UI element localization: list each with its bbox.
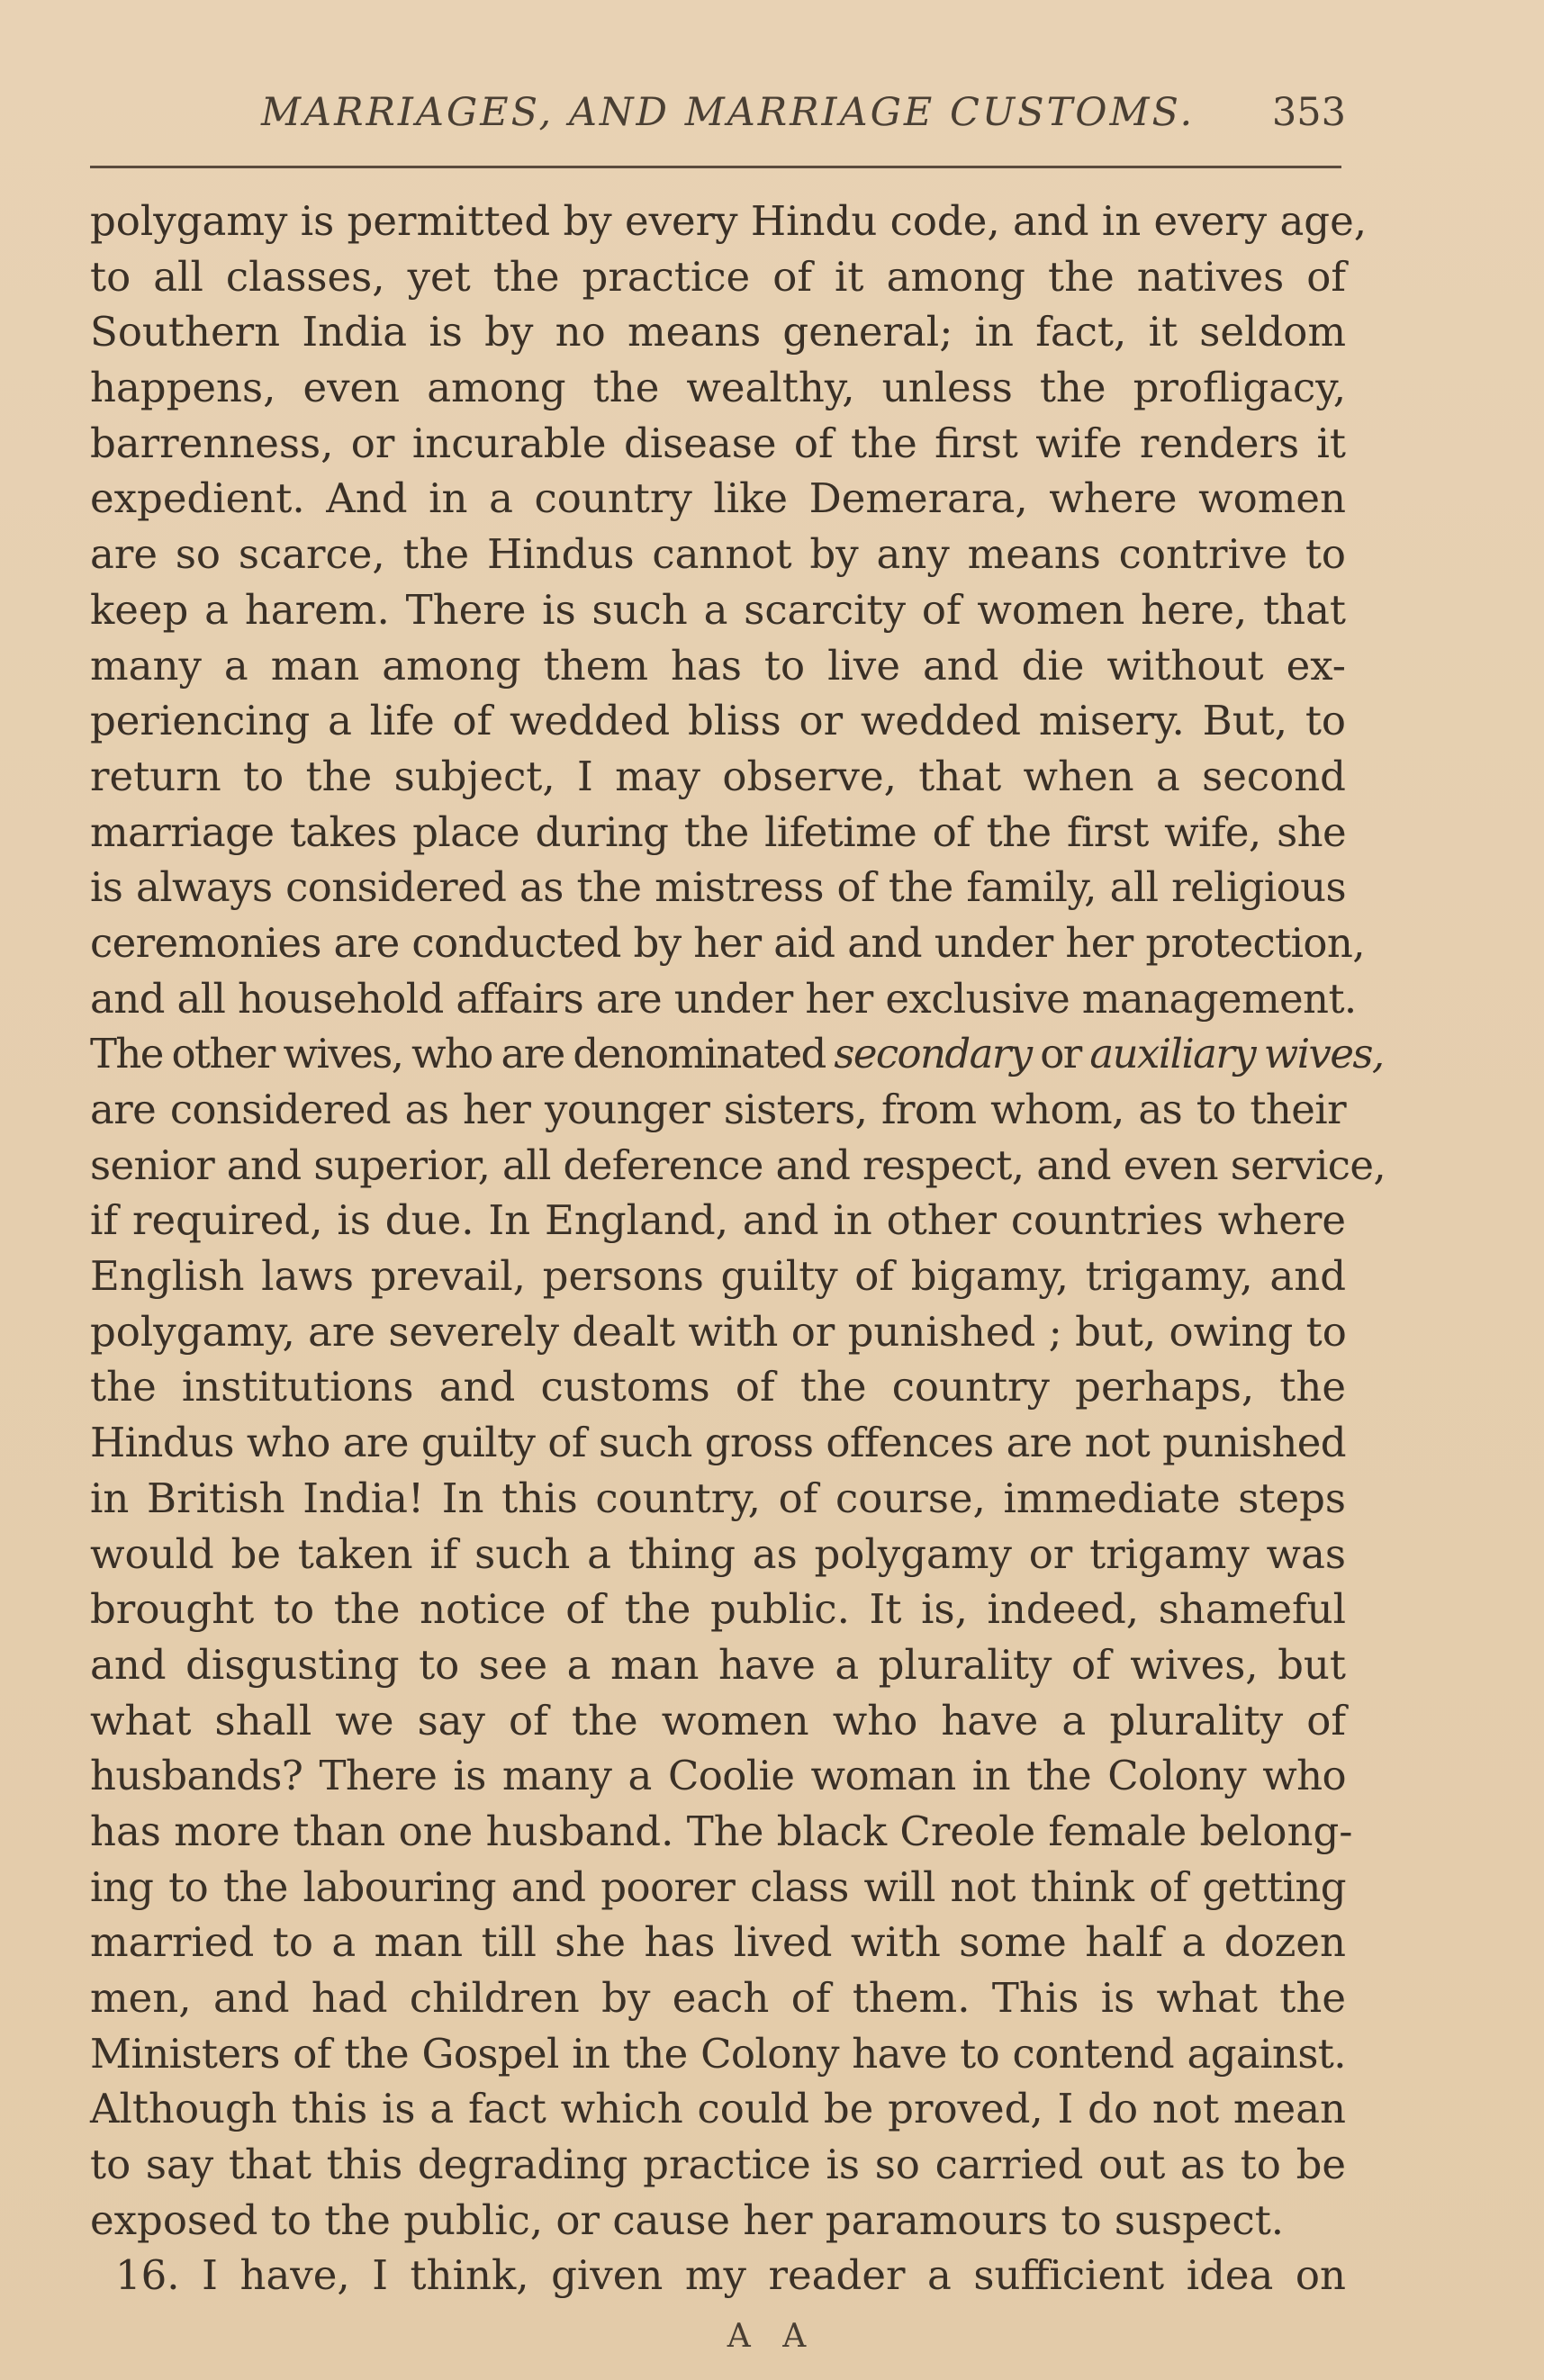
text-line: ing to the labouring and poorer class will not think of getting bbox=[90, 1862, 1346, 1911]
text-line: brought to the notice of the public. It is, indeed, shameful bbox=[90, 1585, 1346, 1634]
text-line: happens, even among the wealthy, unless the profligacy, bbox=[90, 364, 1346, 412]
text-line: expedient. And in a country like Demerara, where women bbox=[90, 474, 1346, 523]
text-line: return to the subject, I may observe, that when a second bbox=[90, 752, 1346, 800]
body-text bbox=[90, 194, 1386, 2303]
text-line: barrenness, or incurable disease of the first wife renders it bbox=[90, 419, 1346, 467]
text-line: are so scarce, the Hindus cannot by any means contrive to bbox=[90, 530, 1346, 579]
text-line: polygamy, are severely dealt with or punished ; but, owing to bbox=[90, 1307, 1347, 1356]
text-line: many a man among them has to live and die without ex- bbox=[90, 641, 1346, 690]
text-line: and all household affairs are under her exclusive management. bbox=[90, 974, 1357, 1023]
running-head bbox=[90, 90, 1346, 144]
text-line: exposed to the public, or cause her paramours to suspect. bbox=[90, 2195, 1285, 2244]
text-line: to say that this degrading practice is so carried out as to be bbox=[90, 2141, 1346, 2189]
italic-term-secondary: secondary bbox=[834, 1030, 1032, 1078]
text-line-italic-terms bbox=[90, 1026, 1384, 1082]
text-line: in British India! In this country, of course, immediate steps bbox=[90, 1474, 1346, 1522]
text-line: are considered as her younger sisters, from whom, as to their bbox=[90, 1086, 1346, 1133]
text-line: men, and had children by each of them. This is what the bbox=[90, 1974, 1346, 2022]
text-line: ceremonies are conducted by her aid and under her protection, bbox=[90, 918, 1365, 967]
text-line: what shall we say of the women who have a plurality of bbox=[90, 1696, 1346, 1744]
text-line: Ministers of the Gospel in the Colony have to contend against. bbox=[90, 2029, 1346, 2078]
text-line: Southern India is by no means general; in fact, it seldom bbox=[90, 308, 1346, 356]
text-line: the institutions and customs of the country perhaps, the bbox=[90, 1363, 1346, 1411]
text-line: keep a harem. There is such a scarcity of women here, that bbox=[90, 585, 1346, 634]
text-line: polygamy is permitted by every Hindu code, and in every age, bbox=[90, 197, 1368, 245]
text-line: married to a man till she has lived with some half a dozen bbox=[90, 1918, 1346, 1967]
text-line: Although this is a fact which could be proved, I do not mean bbox=[90, 2085, 1346, 2133]
text-segment: or bbox=[1031, 1030, 1090, 1078]
text-line: senior and superior, all deference and respect, and even service, bbox=[90, 1140, 1386, 1189]
text-line: to all classes, yet the practice of it among the natives of bbox=[90, 252, 1346, 301]
text-line: English laws prevail, persons guilty of bigamy, trigamy, and bbox=[90, 1252, 1346, 1301]
text-line: would be taken if such a thing as polygamy or trigamy was bbox=[90, 1529, 1346, 1578]
text-line: is always considered as the mistress of the family, all religious bbox=[90, 863, 1346, 912]
text-line: marriage takes place during the lifetime of the first wife, she bbox=[90, 807, 1346, 856]
text-line: periencing a life of wedded bliss or wedded misery. But, to bbox=[90, 697, 1346, 745]
text-segment: The other wives, who are denominated bbox=[90, 1030, 835, 1078]
signature-mark: A A bbox=[727, 2318, 817, 2355]
italic-term-auxiliary: auxiliary wives, bbox=[1089, 1030, 1384, 1078]
running-title: MARRIAGES, AND MARRIAGE CUSTOMS. bbox=[261, 90, 1196, 135]
text-line: husbands? There is many a Coolie woman in the Colony who bbox=[90, 1752, 1346, 1800]
header-rule bbox=[90, 166, 1341, 168]
text-line: Hindus who are guilty of such gross offences are not punished bbox=[90, 1419, 1346, 1467]
text-line: and disgusting to see a man have a plurality of wives, but bbox=[90, 1640, 1346, 1689]
paragraph-start-line: 16. I have, I think, given my reader a sufficient idea on bbox=[115, 2251, 1346, 2300]
page-number: 353 bbox=[1271, 90, 1346, 135]
text-line: has more than one husband. The black Creole female belong- bbox=[90, 1807, 1353, 1855]
text-line: if required, is due. In England, and in other countries where bbox=[90, 1196, 1346, 1245]
